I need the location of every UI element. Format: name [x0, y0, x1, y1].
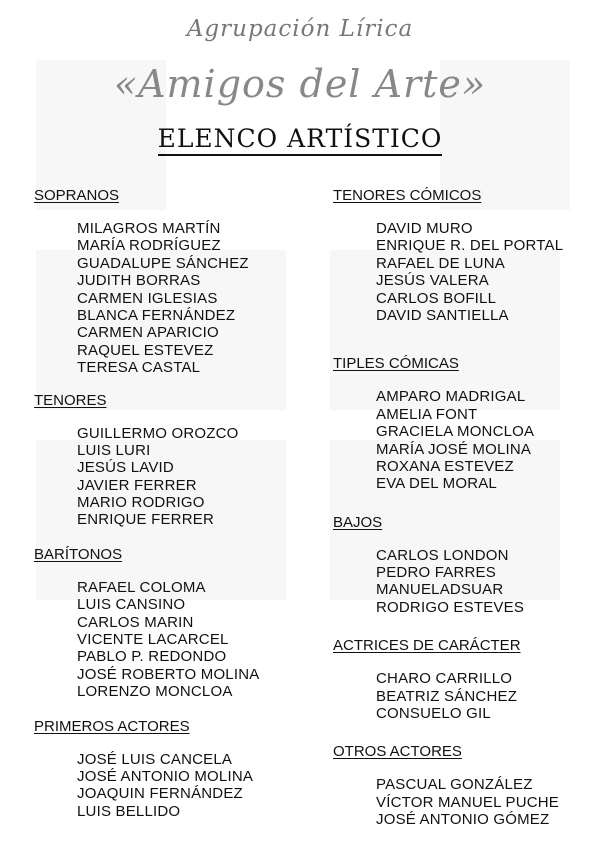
performer-name: PASCUAL GONZÁLEZ — [376, 776, 533, 794]
performer-name: MARÍA JOSÉ MOLINA — [376, 440, 532, 458]
performer-name: PEDRO FARRES — [376, 564, 496, 582]
performer-name: JESÚS VALERA — [376, 272, 489, 290]
performer-name: ROXANA ESTEVEZ — [376, 457, 514, 475]
performer-name: LUIS LURI — [77, 441, 151, 459]
performer-name: MARÍA RODRÍGUEZ — [77, 237, 221, 255]
performer-name: JOSÉ ANTONIO GÓMEZ — [376, 811, 550, 829]
performer-name: MARIO RODRIGO — [77, 494, 205, 512]
performer-name: CARLOS LONDON — [376, 546, 509, 564]
section-heading: BARÍTONOS — [34, 545, 123, 563]
performer-name: ENRIQUE FERRER — [77, 511, 214, 529]
performer-name: BEATRIZ SÁNCHEZ — [376, 687, 518, 705]
name-list — [333, 547, 593, 617]
cast-section — [34, 717, 304, 821]
performer-name: BLANCA FERNÁNDEZ — [77, 306, 236, 324]
right-column — [333, 186, 593, 829]
performer-name: VICENTE LACARCEL — [77, 631, 229, 649]
performer-name: JOAQUIN FERNÁNDEZ — [77, 785, 243, 803]
section-heading: BAJOS — [333, 513, 383, 531]
performer-name: CHARO CARRILLO — [376, 670, 513, 688]
performer-name: JOSÉ ANTONIO MOLINA — [77, 767, 254, 785]
section-heading: TENORES — [34, 391, 107, 409]
performer-name: TERESA CASTAL — [77, 359, 201, 377]
performer-name: JOSÉ ROBERTO MOLINA — [77, 665, 260, 683]
performer-name: DAVID MURO — [376, 220, 473, 237]
performer-name: RAQUEL ESTEVEZ — [77, 341, 214, 359]
section-heading: TIPLES CÓMICAS — [333, 355, 459, 373]
name-list — [333, 388, 593, 492]
performer-name: CARLOS MARIN — [77, 613, 194, 631]
performer-name: EVA DEL MORAL — [376, 475, 497, 493]
performer-name: ENRIQUE R. DEL PORTAL — [376, 237, 564, 255]
performer-name: CARMEN APARICIO — [77, 324, 219, 342]
section-heading: TENORES CÓMICOS — [333, 187, 482, 204]
organization-name: Agrupación Lírica — [186, 16, 414, 42]
section-heading: SOPRANOS — [34, 187, 120, 204]
performer-name: AMPARO MADRIGAL — [376, 388, 526, 406]
name-list — [34, 579, 304, 701]
name-list — [34, 220, 304, 377]
left-column — [34, 186, 304, 820]
section-heading: ACTRICES DE CARÁCTER — [333, 637, 521, 655]
performer-name: LUIS BELLIDO — [77, 802, 181, 820]
performer-name: CONSUELO GIL — [376, 705, 491, 723]
performer-name: GRACIELA MONCLOA — [376, 423, 535, 441]
section-heading: OTROS ACTORES — [333, 743, 462, 761]
performer-name: CARMEN IGLESIAS — [77, 289, 218, 307]
performer-name: GUADALUPE SÁNCHEZ — [77, 254, 249, 272]
cast-section — [333, 354, 593, 492]
cast-section — [34, 545, 304, 701]
performer-name: RAFAEL COLOMA — [77, 578, 206, 596]
section-heading: PRIMEROS ACTORES — [34, 717, 190, 735]
performer-name: VÍCTOR MANUEL PUCHE — [376, 793, 559, 811]
performer-name: LORENZO MONCLOA — [77, 683, 233, 701]
performer-name: JUDITH BORRAS — [77, 272, 201, 290]
performer-name: LUIS CANSINO — [77, 596, 186, 614]
performer-name: JESÚS LAVID — [77, 459, 174, 477]
name-list — [34, 751, 304, 821]
performer-name: JOSÉ LUIS CANCELA — [77, 750, 233, 768]
performer-name: MILAGROS MARTÍN — [77, 220, 221, 237]
performer-name: CARLOS BOFILL — [376, 289, 497, 307]
name-list — [333, 776, 593, 828]
performer-name: JAVIER FERRER — [77, 476, 197, 494]
page-title — [0, 124, 600, 153]
cast-section — [34, 391, 304, 529]
name-list — [333, 220, 593, 324]
page-title-text: ELENCO ARTÍSTICO — [158, 124, 443, 156]
group-name: «Amigos del Arte» — [113, 62, 487, 106]
cast-section — [333, 186, 593, 324]
cast-section — [333, 742, 593, 828]
cast-section — [34, 186, 304, 377]
name-list — [34, 425, 304, 529]
performer-name: DAVID SANTIELLA — [376, 306, 509, 324]
performer-name: RAFAEL DE LUNA — [376, 254, 505, 272]
cast-section — [333, 513, 593, 617]
performer-name: AMELIA FONT — [376, 405, 478, 423]
performer-name: MANUELADSUAR — [376, 581, 504, 599]
performer-name: GUILLERMO OROZCO — [77, 424, 239, 442]
cast-section — [333, 636, 593, 722]
performer-name: RODRIGO ESTEVES — [376, 598, 525, 616]
name-list — [333, 670, 593, 722]
performer-name: PABLO P. REDONDO — [77, 648, 227, 666]
